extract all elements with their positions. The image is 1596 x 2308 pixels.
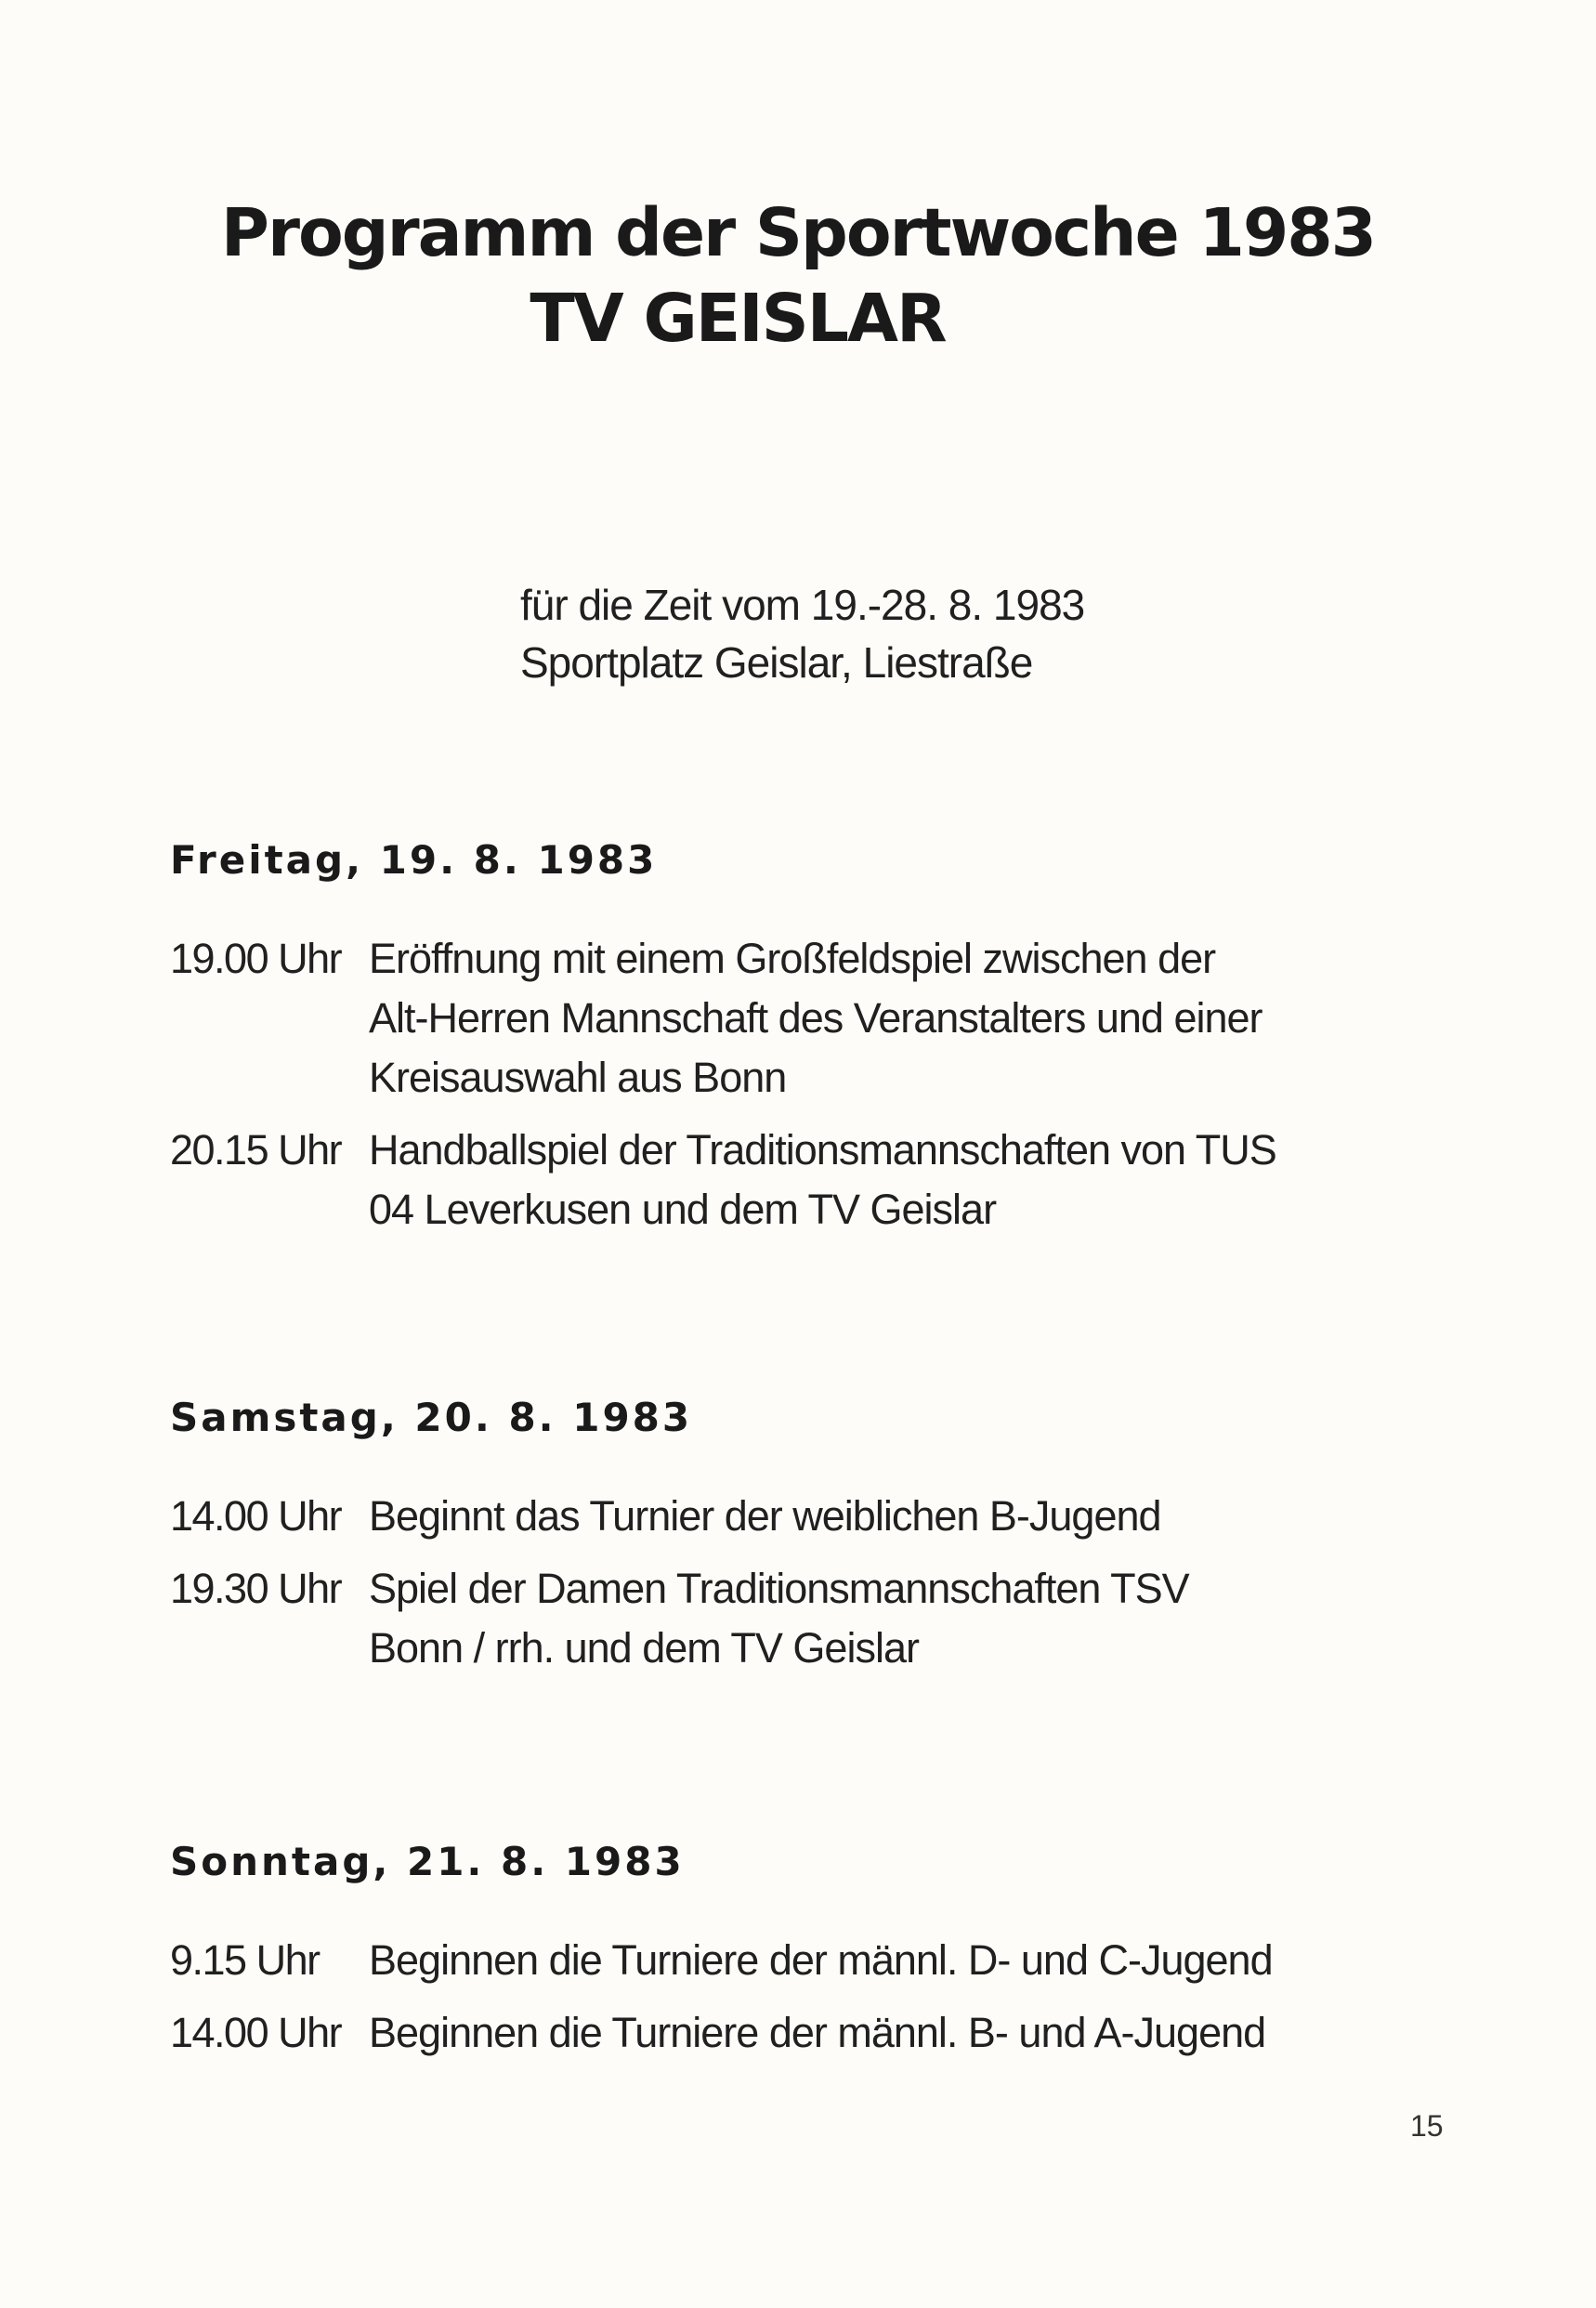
event-description — [369, 929, 1452, 1108]
event-description — [369, 1931, 1452, 1990]
event-item — [170, 929, 1452, 1108]
event-item — [170, 1559, 1452, 1678]
day-heading: Samstag, 20. 8. 1983 — [170, 1395, 693, 1440]
event-description — [369, 1121, 1452, 1239]
event-description-line: Alt-Herren Mannschaft des Veranstalters und einer — [369, 994, 1262, 1042]
event-description-line: Handballspiel der Traditionsmannschaften von TUS — [369, 1126, 1276, 1174]
event-description-line: Spiel der Damen Traditionsmannschaften TSV — [369, 1565, 1189, 1612]
title-line-1: Programm der Sportwoche 1983 — [220, 194, 1376, 271]
event-description — [369, 1487, 1452, 1546]
intro-period: für die Zeit vom 19.-28. 8. 1983 — [520, 581, 1085, 629]
day-section-sunday — [170, 1836, 1452, 2076]
event-time: 20.15 Uhr — [170, 1126, 342, 1174]
event-item — [170, 1487, 1452, 1546]
event-time: 19.00 Uhr — [170, 935, 342, 982]
event-time: 14.00 Uhr — [170, 1492, 342, 1540]
event-description-line: 04 Leverkusen und dem TV Geislar — [369, 1186, 997, 1233]
day-heading: Freitag, 19. 8. 1983 — [170, 837, 658, 883]
day-section-friday — [170, 834, 1452, 1252]
event-time: 14.00 Uhr — [170, 2009, 342, 2056]
title-line-2: TV GEISLAR — [530, 280, 946, 357]
event-description — [369, 2003, 1452, 2063]
event-item — [170, 1121, 1452, 1239]
event-item — [170, 1931, 1452, 1990]
event-description — [369, 1559, 1452, 1678]
page-title — [0, 190, 1596, 361]
day-heading: Sonntag, 21. 8. 1983 — [170, 1839, 685, 1884]
event-description-line: Beginnen die Turniere der männl. B- und A-Jugend — [369, 2009, 1266, 2056]
intro-block — [520, 576, 1084, 691]
event-description-line: Beginnt das Turnier der weiblichen B-Jugend — [369, 1492, 1161, 1540]
intro-location: Sportplatz Geislar, Liestraße — [520, 638, 1033, 687]
event-description-line: Kreisauswahl aus Bonn — [369, 1054, 787, 1101]
event-item — [170, 2003, 1452, 2063]
event-description-line: Bonn / rrh. und dem TV Geislar — [369, 1624, 919, 1672]
event-description-line: Beginnen die Turniere der männl. D- und C-Jugend — [369, 1936, 1273, 1984]
event-time: 9.15 Uhr — [170, 1936, 320, 1984]
event-description-line: Eröffnung mit einem Großfeldspiel zwischen der — [369, 935, 1216, 982]
day-section-saturday — [170, 1392, 1452, 1691]
event-time: 19.30 Uhr — [170, 1565, 342, 1612]
page-number: 15 — [1410, 2109, 1444, 2143]
